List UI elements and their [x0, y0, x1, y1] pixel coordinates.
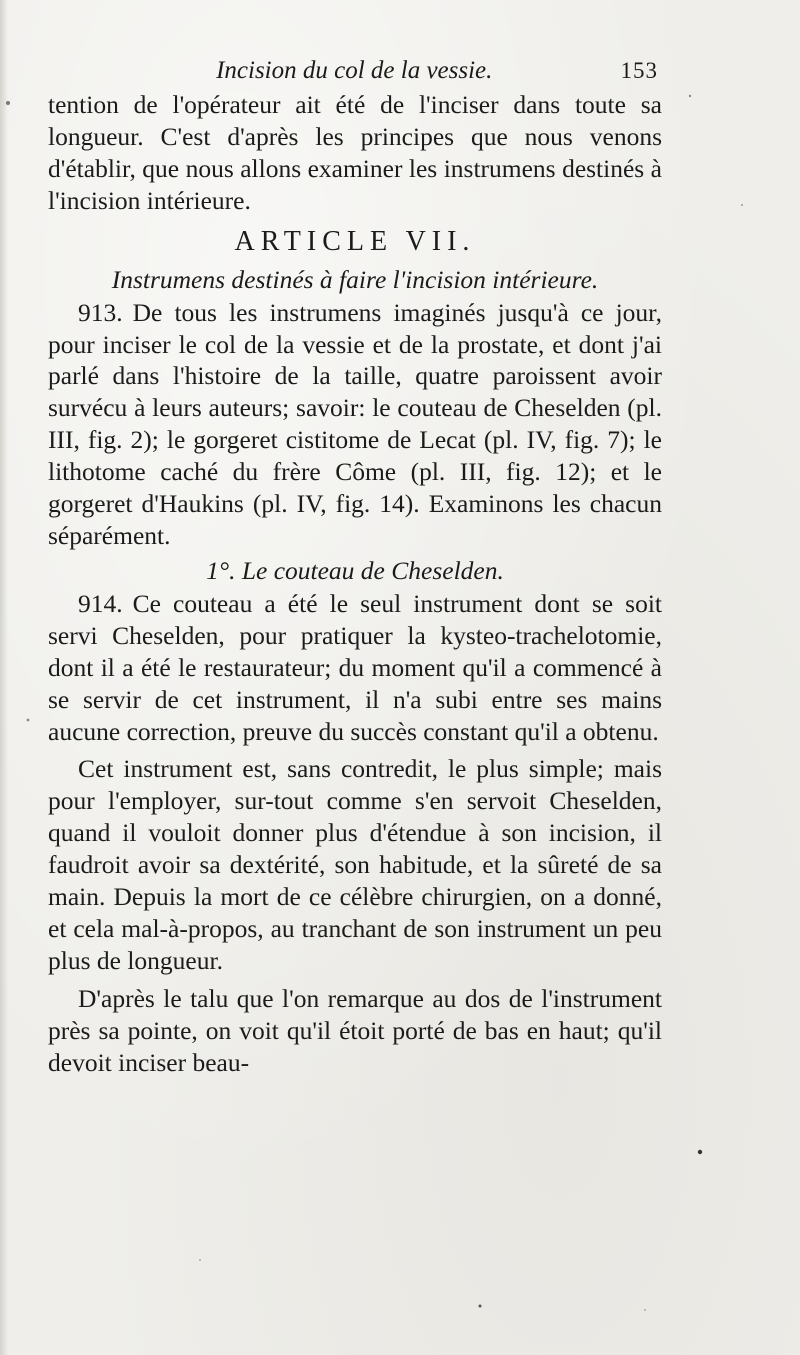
running-head	[48, 55, 662, 89]
paragraph-914	[48, 588, 662, 748]
page-edge-shadow	[0, 0, 8, 1355]
paragraph-text: De tous les instrumens imaginés jusqu'à ce jour, pour inciser le col de la vessie et de la prostate, et dont j'ai parlé dans l'histoire de la taille, quatre paroissent avoir survécu à leurs auteurs; savoir: le couteau de Cheselden (pl. III, fig. 2); le gorgeret cistitome de Lecat (pl. IV, fig. 7); le lithotome caché du frère Côme (pl. III, fig. 12); et le gorgeret d'Haukins (pl. IV, fig. 14). Examinons les chacun séparément.	[48, 297, 662, 550]
paragraph-simple: Cet instrument est, sans contredit, le plus simple; mais pour l'employer, sur-tout comme s'en servoit Cheselden, quand il vouloit donner plus d'étendue à son incision, il faudroit avoir sa dextérité, son habitude, et la sûreté de sa main. Depuis la mort de ce célèbre chirurgien, on a donné, et cela mal-à-propos, au tranchant de son instrument un peu plus de longueur.	[48, 754, 662, 975]
paragraph-number: 914.	[78, 588, 123, 618]
paragraph-913	[48, 297, 662, 552]
article-subtitle: Instrumens destinés à faire l'incision intérieure.	[111, 264, 599, 294]
paragraph-text: Ce couteau a été le seul instrument dont se soit servi Cheselden, pour pratiquer la kysteo-trachelotomie, dont il a été le restaurateur; du moment qu'il a commencé à se servir de cet instrument, il n'a subi entre ses mains aucune correction, preuve du succès constant qu'il a obtenu.	[48, 588, 662, 746]
section-heading: 1°. Le couteau de Cheselden.	[206, 555, 504, 585]
opening-paragraph: tention de l'opérateur ait été de l'inciser dans toute sa longueur. C'est d'après les principes que nous venons d'établir, que nous allons examiner les instrumens destinés à l'incision intérieure.	[48, 90, 662, 215]
text-block	[48, 55, 662, 1078]
paragraph-number: 913.	[78, 297, 123, 327]
paragraph-talu: D'après le talu que l'on remarque au dos de l'instrument près sa pointe, on voit qu'il étoit porté de bas en haut; qu'il devoit inciser beau-	[48, 983, 662, 1077]
page-number: 153	[620, 58, 658, 83]
article-heading: ARTICLE VII.	[234, 225, 476, 257]
running-title: Incision du col de la vessie.	[216, 57, 493, 84]
